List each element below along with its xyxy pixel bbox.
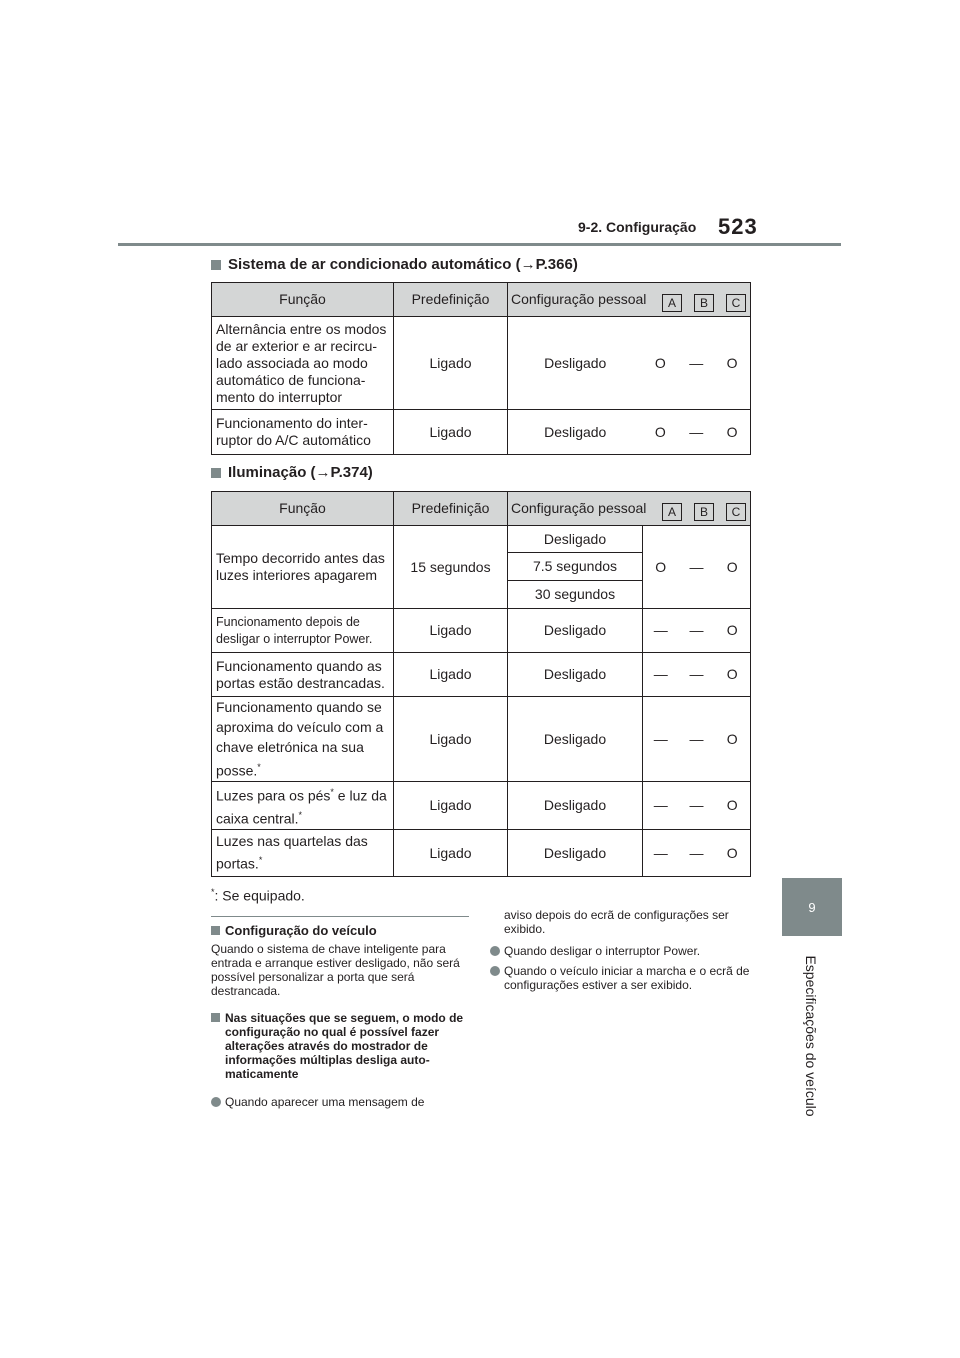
notes-title-text: Configuração do veículo — [225, 923, 377, 938]
table-row — [212, 830, 751, 877]
default-cell: Ligado — [394, 317, 508, 410]
header-personal-label: Configuração pessoal — [511, 500, 647, 516]
notes-subheading — [211, 1011, 473, 1081]
method-b-value: — — [689, 354, 704, 371]
function-text: Funcionamento quando se aproxima do veículo com a chave eletrónica na sua posse. — [216, 699, 384, 779]
function-cell — [212, 782, 394, 830]
personal-value: Desligado — [508, 653, 643, 697]
method-a-value: — — [643, 609, 679, 653]
method-c-box: C — [726, 294, 746, 312]
table-row — [212, 609, 751, 653]
section-label: 9-2. Configuração — [578, 219, 697, 235]
table-row — [212, 317, 751, 410]
arrow-icon: → — [520, 256, 536, 273]
header-personal-label: Configuração pessoal — [511, 291, 647, 307]
method-c-value: O — [715, 653, 751, 697]
method-c-value: O — [726, 354, 738, 371]
table-row — [212, 526, 751, 553]
method-b-value: — — [679, 609, 715, 653]
method-c-value: O — [715, 830, 751, 877]
section-heading-ac — [211, 256, 578, 273]
ac-settings-table — [211, 282, 751, 455]
method-b-value: — — [679, 782, 715, 830]
function-cell: Alternância entre os modos de ar exterior e ar recircu- lado associada ao modo automático de funciona- mento do interruptor — [212, 317, 394, 410]
personal-value: Desligado — [508, 697, 643, 782]
method-c-value: O — [715, 526, 751, 609]
method-a-value: O — [654, 423, 666, 440]
personal-value: Desligado — [508, 782, 643, 830]
page-number: 523 — [718, 214, 758, 239]
personal-value: Desligado — [544, 354, 607, 371]
method-c-value: O — [715, 609, 751, 653]
method-a-value: — — [643, 653, 679, 697]
default-cell: Ligado — [394, 410, 508, 455]
asterisk-mark: * — [298, 809, 302, 820]
personal-cell — [508, 410, 751, 455]
option-cell: 7.5 segundos — [508, 553, 643, 581]
arrow-icon: → — [315, 464, 331, 481]
method-a-value: — — [643, 697, 679, 782]
asterisk-mark: * — [330, 786, 334, 797]
function-text: Luzes nas quartelas das portas. — [216, 833, 368, 872]
default-cell: Ligado — [394, 830, 508, 877]
list-item-text: Quando aparecer uma mensagem de — [225, 1095, 425, 1109]
personal-value: Desligado — [508, 830, 643, 877]
function-cell: Funcionamento do inter- ruptor do A/C automático — [212, 410, 394, 455]
table-row — [212, 410, 751, 455]
option-cell: Desligado — [508, 526, 643, 553]
method-boxes — [650, 294, 746, 312]
function-cell — [212, 830, 394, 877]
default-cell: Ligado — [394, 782, 508, 830]
list-item — [490, 944, 752, 958]
chapter-title-vertical — [798, 946, 824, 1126]
header-rule — [118, 243, 841, 246]
method-b-box: B — [694, 294, 714, 312]
function-cell: Funcionamento depois de desligar o interruptor Power. — [212, 609, 394, 653]
table-row — [212, 697, 751, 782]
footnote-text: : Se equipado. — [214, 887, 305, 904]
method-b-value: — — [679, 697, 715, 782]
method-a-value: O — [654, 354, 666, 371]
list-item — [490, 964, 752, 992]
method-boxes — [650, 503, 746, 521]
method-c-box: C — [726, 503, 746, 521]
footnote — [211, 887, 305, 904]
list-item-text: Quando o veículo iniciar a marcha e o ecrã de configurações estiver a ser exibido. — [504, 964, 750, 992]
footnote-mark: * — [211, 887, 215, 897]
method-a-value: O — [643, 526, 679, 609]
method-b-value: — — [679, 653, 715, 697]
method-a-value: — — [643, 830, 679, 877]
header-personal — [508, 492, 751, 526]
default-cell: Ligado — [394, 609, 508, 653]
chapter-number: 9 — [808, 899, 816, 915]
asterisk-mark: * — [257, 762, 261, 773]
lighting-settings-table — [211, 491, 751, 877]
table-header-row — [212, 492, 751, 526]
header-default: Predefinição — [394, 492, 508, 526]
section-title: Sistema de ar condicionado automático ( — [228, 256, 521, 273]
header-function: Função — [212, 283, 394, 317]
square-bullet-icon — [211, 1013, 220, 1022]
function-cell — [212, 697, 394, 782]
header-function: Função — [212, 492, 394, 526]
section-heading-lighting — [211, 464, 373, 481]
method-b-value: — — [689, 423, 704, 440]
square-bullet-icon — [211, 260, 221, 270]
method-a-box: A — [662, 503, 682, 521]
method-c-value: O — [715, 697, 751, 782]
option-cell: 30 segundos — [508, 581, 643, 609]
header-default: Predefinição — [394, 283, 508, 317]
method-b-value: — — [679, 526, 715, 609]
personal-value: Desligado — [508, 609, 643, 653]
notes-title — [211, 923, 377, 938]
header-personal — [508, 283, 751, 317]
function-cell: Tempo decorrido antes das luzes interiores apagarem — [212, 526, 394, 609]
function-text: Luzes para os pés — [216, 787, 331, 804]
default-cell: Ligado — [394, 653, 508, 697]
notes-paragraph: Quando o sistema de chave inteligente para entrada e arranque estiver desligado, não será possível personalizar a porta que será destrancada. — [211, 942, 460, 998]
default-cell: 15 segundos — [394, 526, 508, 609]
table-row — [212, 782, 751, 830]
bullet-dot-icon — [490, 966, 500, 976]
section-title: Iluminação ( — [228, 464, 316, 481]
personal-cell — [508, 317, 751, 410]
notes-subheading-text: Nas situações que se seguem, o modo de configuração no qual é possível fazer alterações através do mostrador de informações múltiplas desliga auto- maticamente — [225, 1011, 464, 1081]
method-a-value: — — [643, 782, 679, 830]
method-a-box: A — [662, 294, 682, 312]
default-cell: Ligado — [394, 697, 508, 782]
method-c-value: O — [715, 782, 751, 830]
method-b-box: B — [694, 503, 714, 521]
table-row — [212, 653, 751, 697]
square-bullet-icon — [211, 468, 221, 478]
page-reference-link[interactable]: P.374) — [330, 464, 373, 481]
function-text: e luz da caixa central. — [216, 787, 387, 827]
list-item — [211, 1095, 473, 1109]
list-item-continuation: aviso depois do ecrã de configurações ser exibido. — [504, 908, 729, 936]
bullet-dot-icon — [490, 946, 500, 956]
asterisk-mark: * — [258, 855, 263, 866]
function-cell: Funcionamento quando as portas estão destrancadas. — [212, 653, 394, 697]
chapter-title: Especificações do veículo — [803, 955, 819, 1117]
list-item-text: Quando desligar o interruptor Power. — [504, 944, 701, 958]
chapter-tab[interactable] — [782, 878, 842, 936]
square-bullet-icon — [211, 926, 220, 935]
bullet-dot-icon — [211, 1097, 221, 1107]
page-reference-link[interactable]: P.366) — [535, 256, 578, 273]
table-header-row — [212, 283, 751, 317]
method-b-value: — — [679, 830, 715, 877]
method-c-value: O — [726, 423, 738, 440]
personal-value: Desligado — [544, 423, 607, 440]
notes-divider — [211, 916, 469, 917]
